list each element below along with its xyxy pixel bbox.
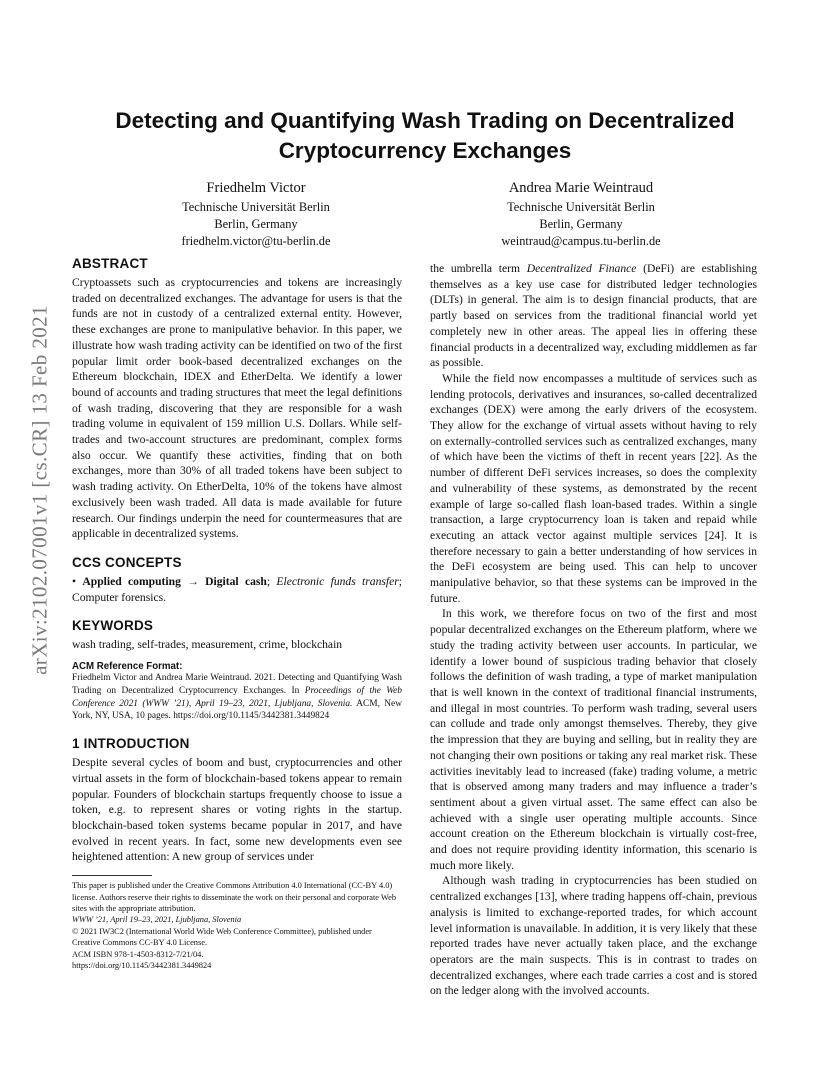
intro-paragraph-1-continued [430, 261, 757, 371]
author-affiliation: Technische Universität Berlin [507, 200, 655, 214]
intro-text-part: the umbrella term [430, 262, 527, 275]
ccs-separator: ; [266, 574, 277, 588]
abstract-heading: ABSTRACT [72, 256, 148, 271]
paper-title: Detecting and Quantifying Wash Trading on Decentralized Cryptocurrency Exchanges [115, 108, 735, 163]
arxiv-stamp-text: arXiv:2102.07001v1 [cs.CR] 13 Feb 2021 [27, 305, 52, 675]
author-block-1 [121, 178, 391, 250]
acm-reference-text [72, 672, 402, 723]
footnote-isbn: ACM ISBN 978-1-4503-8312-7/21/04. [72, 949, 204, 959]
author-location: Berlin, Germany [539, 217, 623, 231]
intro-defi-term: Decentralized Finance [526, 262, 637, 275]
intro-paragraph-2: While the field now encompasses a multitude of services such as lending protocols, derivatives and insurances, so-called decentralized exchanges (DEX) were among the early drivers of the ecosystem. They allow for the exchange of virtual assets without having to rely on externally-controlled services such as centralized exchanges, many of which have been the victims of theft in recent years [22]. As the number of different DeFi services increases, so does the complexity and vulnerability of these systems, as demonstrated by the recent example of large so-called flash loan-based trades. Within a single transaction, a large cryptocurrency loan is taken and repaid while executing an attack vector against multiple services [24]. It is therefore necessary to gain a better understanding of how services in the DeFi ecosystem are being used. This can help to uncover manipulative behavior, so that these systems can be improved in the future. [430, 371, 757, 605]
author-email: weintraud@campus.tu-berlin.de [501, 234, 661, 248]
ccs-concept-rest: ; Computer forensics. [72, 574, 402, 604]
ccs-bullet: • [72, 574, 77, 588]
footnote-license: This paper is published under the Creative Commons Attribution 4.0 International (CC-BY 4.0) license. Authors reserve their rights to disseminate the work on their personal and corporate Web sites with the appropriate attribution. [72, 881, 397, 913]
intro-text-part: (DeFi) are establishing themselves as a key use case for distributed ledger technologies (DLTs) in general. The aim is to design financial products, that are partly based on services from the traditional financial world yet completely new in other areas. The appeal lies in offering these financial products in a decentralized way, excluding middlemen as far as possible. [430, 262, 758, 370]
author-block-2 [446, 178, 716, 250]
intro-paragraph-4: Although wash trading in cryptocurrencies has been studied on centralized exchanges [13], where trading happens off-chain, previous analysis is limited to exchange-reported trades, for which account level information is unavailable. In addition, it is very likely that these reported trades have never actually taken place, and the exchange operators are the main suspects. This is in contrast to trades on decentralized exchanges, where each trade carries a cost and is stored on the ledger along with the involved accounts. [430, 874, 757, 998]
abstract-text: Cryptoassets such as cryptocurrencies and tokens are increasingly traded on decentralized exchanges. The advantage for users is that the funds are not in custody of a centralized external entity. However, these exchanges are prone to manipulative behavior. In this paper, we illustrate how wash trading activity can be identified on two of the first popular limit order book-based decentralized exchanges on the Ethereum blockchain, IDEX and EtherDelta. We identify a lower bound of accounts and trading structures that meet the legal definitions of wash trading, discovering that they are responsible for a wash trading volume in equivalent of 159 million U.S. Dollars. While self-trades and two-account structures are predominant, complex forms also occur. We quantify these activities, finding that on both exchanges, more than 30% of all traded tokens have been subject to wash trading activity. On EtherDelta, 10% of the tokens have almost exclusively been wash traded. All data is made available for future research. Our findings underpin the need for countermeasures that are applicable in decentralized systems. [72, 276, 402, 541]
footnote-conference-text: WWW ’21, April 19–23, 2021, Ljubljana, Slovenia [72, 915, 242, 925]
keywords-text: wash trading, self-trades, measurement, crime, blockchain [72, 638, 343, 652]
keywords-heading: KEYWORDS [72, 618, 154, 634]
author-location: Berlin, Germany [214, 217, 298, 231]
ccs-heading: CCS CONCEPTS [72, 554, 182, 570]
introduction-heading: 1 INTRODUCTION [72, 736, 190, 752]
author-name: Friedhelm Victor [206, 180, 306, 196]
acm-reference-heading: ACM Reference Format: [72, 661, 183, 673]
author-name: Andrea Marie Weintraud [508, 180, 654, 196]
right-column [430, 261, 757, 999]
intro-paragraph-1: Despite several cycles of boom and bust, cryptocurrencies and other virtual assets in the form of blockchain-based tokens appear to remain popular. Founders of blockchain startups frequently choose to issue a token, e.g. to represent shares or voting rights in the startup. blockchain-based token systems became popular in 2017, and have evolved in recent years. In fact, some new developments even see heightened attention: A new group of services under [72, 756, 402, 864]
intro-paragraph-3: In this work, we therefore focus on two of the first and most popular decentralized exchanges on the Ethereum platform, where we study the trading activity between user accounts. In particular, we identify a lower bound of suspicious trading behavior that closely follows the definition of wash trading, a type of market manipulation that is well known in the context of traditional financial instruments, and illegal in most countries. To perform wash trading, several users can collude and trade only amongst themselves. Thereby, they give the impression that they are buying and selling, but in reality they are not changing their own positions or taking any real market risk. These activities inevitably lead to increased (fake) trading volume, a metric that is observed among many traders and may influence a trader’s sentiment about a given virtual asset. The same effect can also be achieved with a single user operating multiple accounts. Since account creation on the Ethereum blockchain is virtually cost-free, and does not require providing identity information, this scenario is much more likely. [430, 607, 757, 872]
ccs-concept-sub: Electronic funds transfer [276, 574, 399, 588]
left-column [72, 256, 402, 971]
footnote-block [72, 875, 402, 971]
footnote-doi: https://doi.org/10.1145/3442381.3449824 [72, 961, 212, 971]
author-email: friedhelm.victor@tu-berlin.de [181, 234, 331, 248]
ccs-concepts [72, 574, 402, 605]
acm-reference-part: Friedhelm Victor and Andrea Marie Weintraud. 2021. Detecting and Quantifying Wash Trading on Decentralized Cryptocurrency Exchanges. In [72, 673, 402, 696]
author-affiliation: Technische Universität Berlin [182, 200, 330, 214]
footnote-copyright: © 2021 IW3C2 (International World Wide Web Conference Committee), published under Creative Commons CC-BY 4.0 License. [72, 926, 372, 948]
footnote-rule [72, 875, 152, 876]
acm-reference-proceedings: Proceedings of the Web Conference 2021 (WWW ’21), April 19–23, 2021, Ljubljana, Slovenia. [72, 685, 402, 709]
footnote-conference [72, 914, 402, 925]
arxiv-identifier-stamp [17, 290, 63, 690]
acm-reference-part: ACM, New York, NY, USA, 10 pages. https://doi.org/10.1145/3442381.3449824 [72, 698, 402, 722]
ccs-concept-main: Applied computing → Digital cash [82, 574, 267, 588]
